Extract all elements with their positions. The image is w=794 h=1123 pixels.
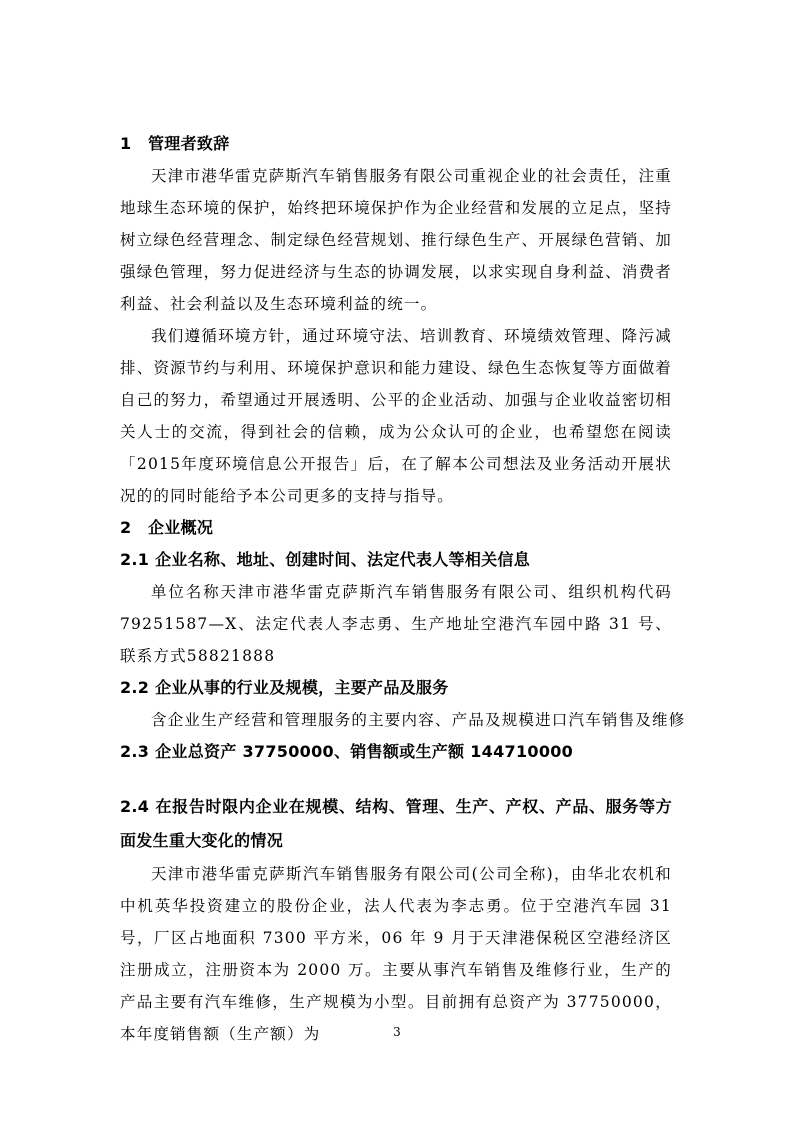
section-2-2-heading: 2.2 企业从事的行业及规模，主要产品及服务	[120, 678, 449, 697]
section-1-paragraph-2: 我们遵循环境方针，通过环境守法、培训教育、环境绩效管理、降污减排、资源节约与利用、环境保护意识和能力建设、绿色生态恢复等方面做着自己的努力，希望通过开展透明、公平的企业活动、加强与企业收益密切相关人士的交流，得到社会的信赖，成为公众认可的企业，也希望您在阅读「2015年度环境信息公开报告」后，在了解本公司想法及业务活动开展状况的的同时能给予本公司更多的支持与指导。	[120, 327, 672, 505]
section-2-title: 企业概况	[148, 518, 214, 537]
section-2-number: 2	[120, 518, 132, 537]
section-1-heading	[120, 128, 672, 160]
spacer	[120, 768, 672, 790]
section-2-2-paragraph: 含企业生产经营和管理服务的主要内容、产品及规模进口汽车销售及维修	[151, 711, 686, 729]
page-number: 3	[393, 1025, 401, 1039]
section-1-paragraph-1: 天津市港华雷克萨斯汽车销售服务有限公司重视企业的社会责任，注重地球生态环境的保护，始终把环境保护作为企业经营和发展的立足点，坚持树立绿色经营理念、制定绿色经营规划、推行绿色生产、开展绿色营销、加强绿色管理，努力促进经济与生态的协调发展，以求实现自身利益、消费者利益、社会利益以及生态环境利益的统一。	[120, 167, 672, 313]
section-1-number: 1	[120, 134, 132, 153]
section-2-4-heading: 2.4 在报告时限内企业在规模、结构、管理、生产、产权、产品、服务等方面发生重大变化的情况	[120, 797, 672, 850]
section-2-4-paragraph: 天津市港华雷克萨斯汽车销售服务有限公司(公司全称)，由华北农机和中机英华投资建立的股份企业，法人代表为李志勇。位于空港汽车园 31 号，厂区占地面积 7300 平方米，06 年 9 月于天津港保税区空港经济区注册成立，注册资本为 2000 万。主要从事汽车销售及维修行业，生产的产品主要有汽车维修，生产规模为小型。目前拥有总资产为 37750000，本年度销售额（生产额）为	[120, 865, 672, 1043]
section-2-3-heading: 2.3 企业总资产 37750000、销售额或生产额 144710000	[120, 742, 574, 761]
section-2-1-paragraph: 单位名称天津市港华雷克萨斯汽车销售服务有限公司、组织机构代码79251587—X、法定代表人李志勇、生产地址空港汽车园中路 31 号、联系方式58821888	[120, 583, 672, 665]
section-1-title: 管理者致辞	[148, 134, 230, 153]
document-body	[120, 128, 686, 1050]
section-2-1-heading: 2.1 企业名称、地址、创建时间、法定代表人等相关信息	[120, 550, 531, 569]
section-2-heading	[120, 512, 672, 544]
